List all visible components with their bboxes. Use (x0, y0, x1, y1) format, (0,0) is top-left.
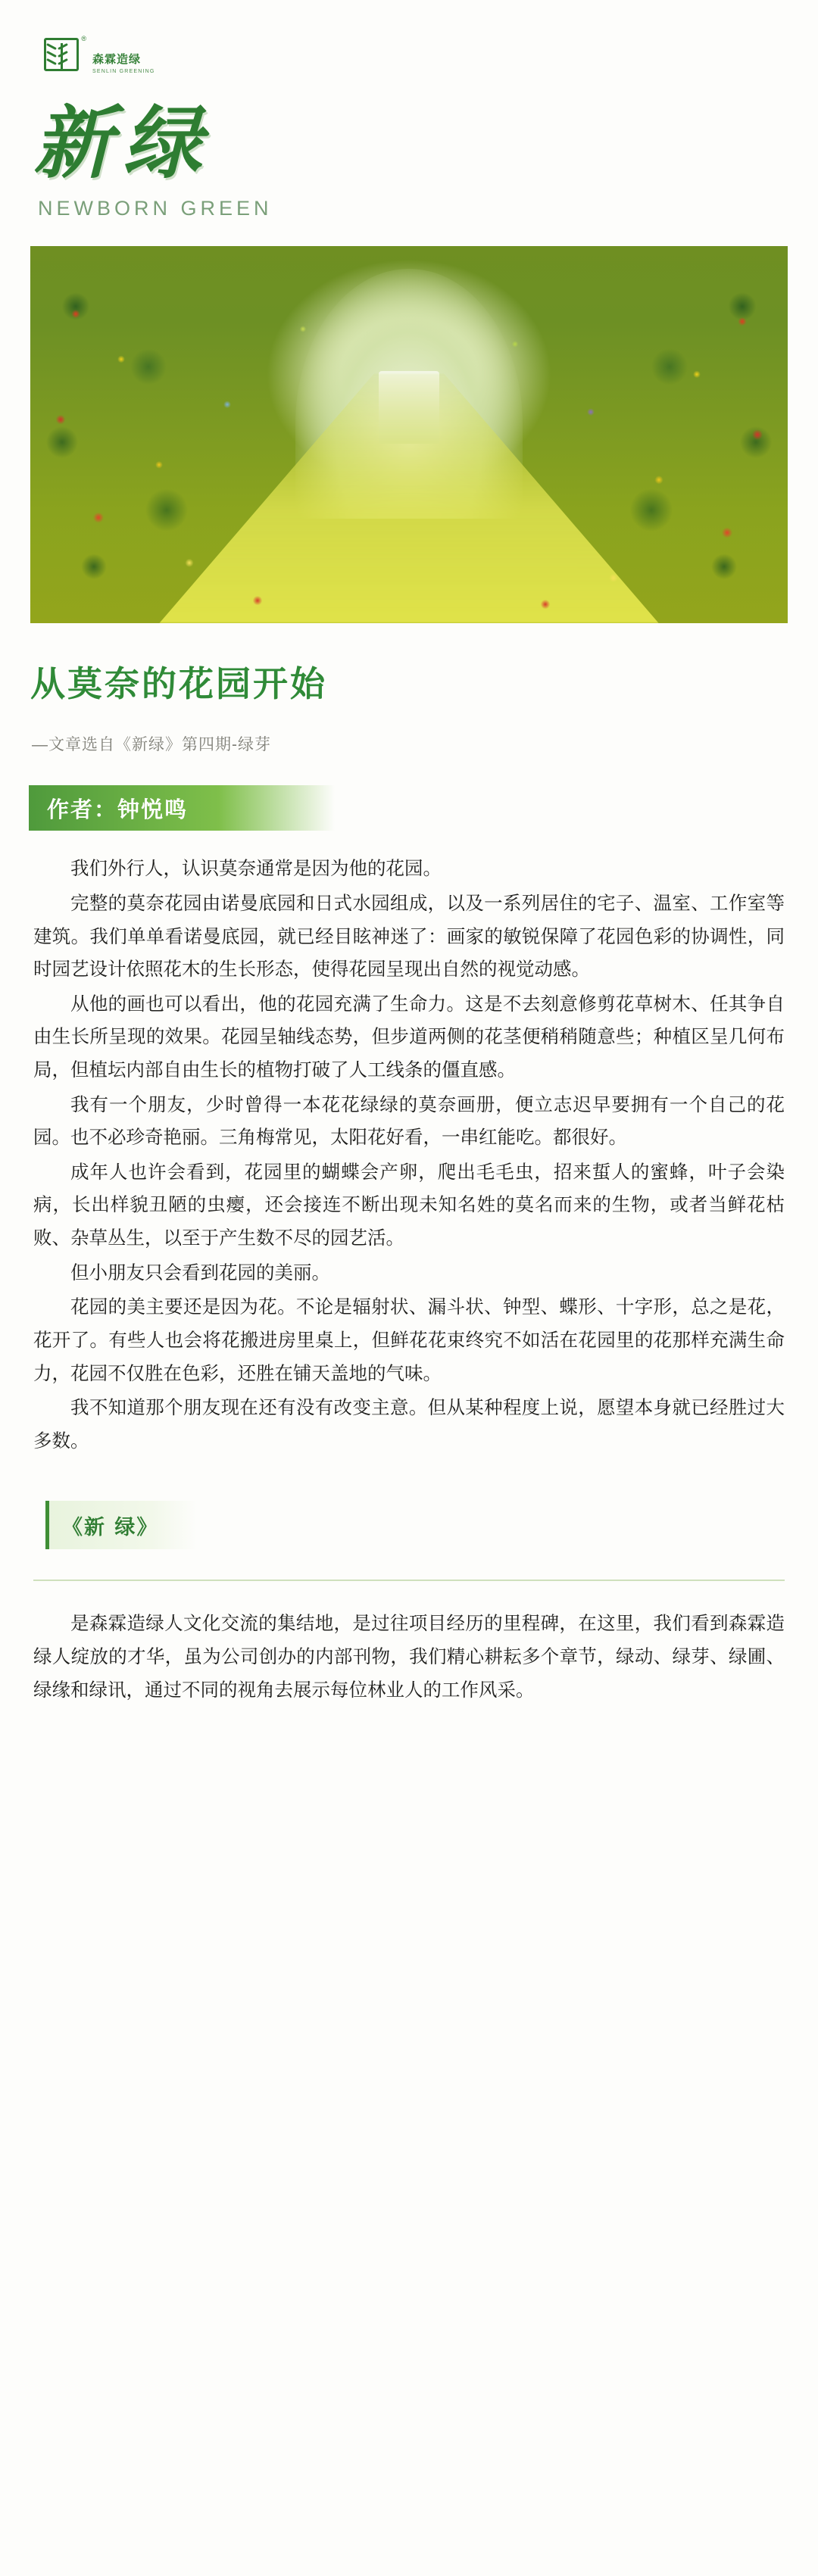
registered-mark: ® (81, 35, 86, 42)
author-label: 作者：钟悦鸣 (47, 796, 189, 822)
divider (33, 1580, 785, 1581)
paragraph: 我们外行人，认识莫奈通常是因为他的花园。 (70, 857, 442, 880)
masthead-title-en: NEWBORN GREEN (38, 197, 273, 220)
article-source: —文章选自《新绿》第四期-绿芽 (32, 736, 271, 754)
footer-body (33, 1607, 785, 1706)
paragraph: 但小朋友只会看到花园的美丽。 (70, 1261, 330, 1283)
brand-name-cn: 森霖造绿 (92, 51, 142, 66)
page-title: 从莫奈的花园开始 (30, 663, 327, 705)
tree-in-box-logo-icon (39, 36, 85, 83)
paragraph: 花园的美主要还是因为花。不论是辐射状、漏斗状、钟型、蝶形、十字形，总之是花，花开了。有些人也会将花搬进房里桌上，但鲜花花束终究不如活在花园里的花那样充满生命力，花园不仅胜在色彩，还胜在铺天盖地的气味。 (33, 1296, 785, 1384)
paragraph: 我有一个朋友，少时曾得一本花花绿绿的莫奈画册，便立志迟早要拥有一个自己的花园。也不必珍奇艳丽。三角梅常见，太阳花好看，一串红能吃。都很好。 (33, 1093, 785, 1149)
article-body (33, 852, 785, 1457)
paragraph: 我不知道那个朋友现在还有没有改变主意。但从某种程度上说，愿望本身就已经胜过大多数。 (33, 1396, 785, 1452)
masthead (0, 83, 818, 220)
footer-tag (45, 1501, 197, 1549)
paragraph: 完整的莫奈花园由诺曼底园和日式水园组成，以及一系列居住的宅子、温室、工作室等建筑。我们单单看诺曼底园，就已经目眩神迷了：画家的敏锐保障了花园色彩的协调性，同时园艺设计依照花木的生长形态，使得花园呈现出自然的视觉动感。 (33, 892, 785, 981)
brand-name-en: SENLIN GREENING (92, 68, 155, 74)
hero-image (30, 246, 788, 623)
paragraph: 从他的画也可以看出，他的花园充满了生命力。这是不去刻意修剪花草树木、任其争自由生长所呈现的效果。花园呈轴线态势，但步道两侧的花茎便稍稍随意些；种植区呈几何布局，但植坛内部自由生长的植物打破了人工线条的僵直感。 (33, 992, 785, 1081)
brand-logo (0, 0, 818, 83)
masthead-title-cn: 新绿 (33, 96, 213, 189)
footer-tag-label: 《新 绿》 (62, 1515, 159, 1539)
paragraph: 是森霖造绿人文化交流的集结地，是过往项目经历的里程碑，在这里，我们看到森霖造绿人绽放的才华，虽为公司创办的内部刊物，我们精心耕耘多个章节，绿动、绿芽、绿圃、绿缘和绿讯，通过不同的视角去展示每位林业人的工作风采。 (33, 1612, 785, 1701)
paragraph: 成年人也许会看到，花园里的蝴蝶会产卵，爬出毛毛虫，招来蜇人的蜜蜂，叶子会染病，长出样貌丑陋的虫瘿，还会接连不断出现未知名姓的莫名而来的生物，或者当鲜花枯败、杂草丛生，以至于产生数不尽的园艺活。 (33, 1160, 785, 1249)
author-badge (29, 785, 335, 831)
